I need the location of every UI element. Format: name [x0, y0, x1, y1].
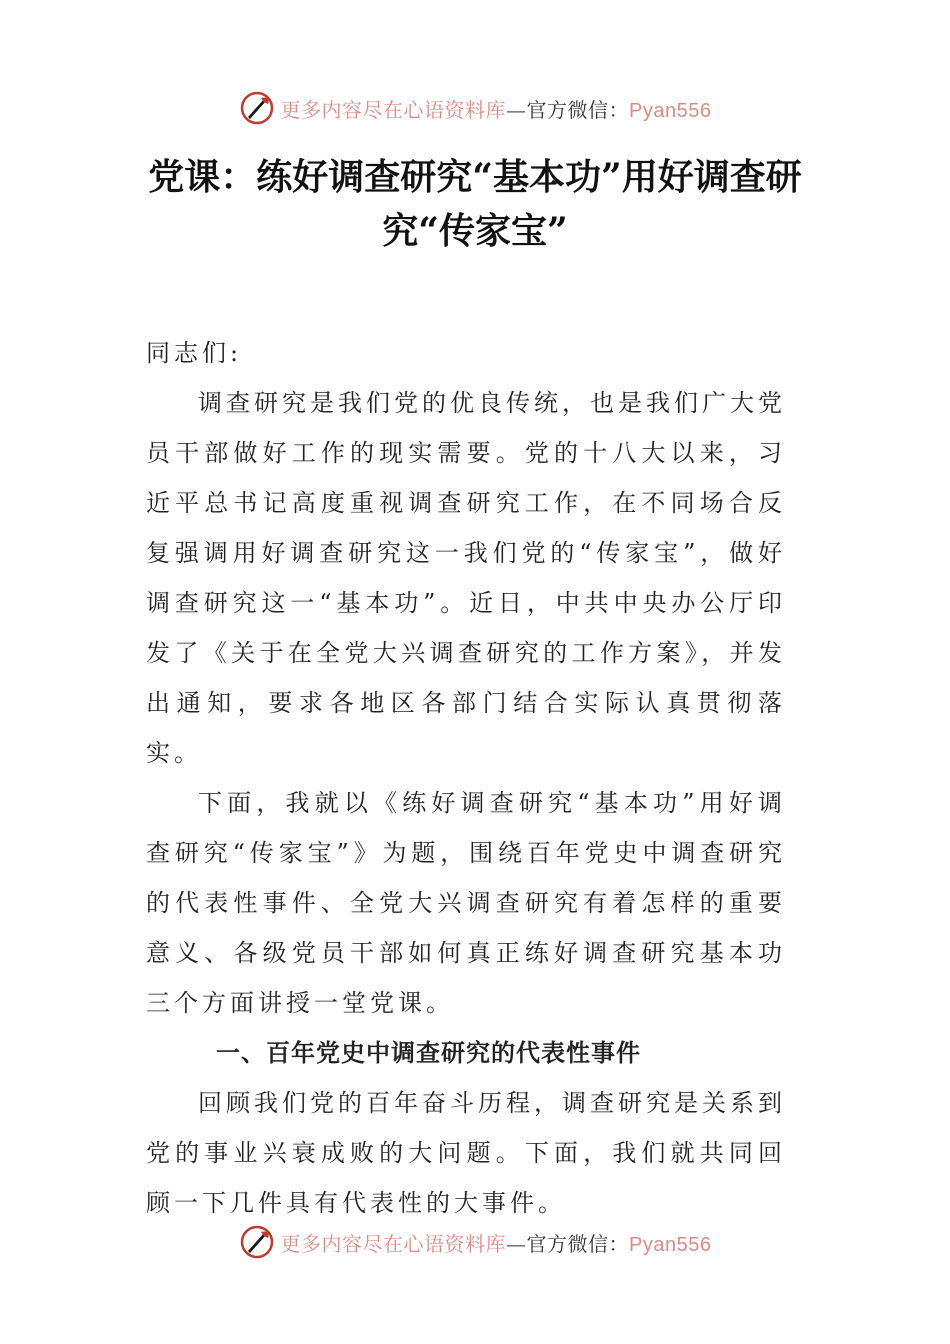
banner-brand: 更多内容尽在心语资料库: [280, 97, 507, 122]
section-heading: 一、百年党史中调查研究的代表性事件: [216, 1039, 641, 1067]
section-paragraph: 回顾我们党的百年奋斗历程，调查研究是关系到党的事业兴衰成败的大问题。下面，我们就共同回顾一下几件具有代表性的大事件。: [146, 1089, 786, 1217]
banner-wechat-label: 官方微信：: [526, 97, 630, 122]
header-watermark-banner: [0, 88, 950, 128]
document-title: 党课：练好调查研究“基本功”用好调查研究“传家宝”: [148, 156, 802, 252]
banner-text: [281, 1228, 712, 1257]
banner-brand: 更多内容尽在心语资料库: [280, 1231, 507, 1256]
quill-pen-circle-logo-icon: [239, 1224, 275, 1260]
paragraph-intro: 调查研究是我们党的优良传统，也是我们广大党员干部做好工作的现实需要。党的十八大以来，习近平总书记高度重视调查研究工作，在不同场合反复强调用好调查研究这一我们党的“传家宝”，做好调查研究这一“基本功”。近日，中共中央办公厅印发了《关于在全党大兴调查研究的工作方案》，并发出通知，要求各地区各部门结合实际认真贯彻落实。: [146, 389, 786, 767]
footer-watermark-banner: [0, 1222, 950, 1262]
banner-wechat-id: Pyan556: [629, 1233, 712, 1256]
banner-separator: —: [506, 97, 527, 122]
document-body: [146, 328, 786, 1228]
banner-wechat-id: Pyan556: [629, 99, 712, 122]
greeting: 同志们:: [146, 339, 243, 367]
quill-pen-circle-logo-icon: [239, 90, 275, 126]
banner-separator: —: [506, 1231, 527, 1256]
paragraph-outline: 下面，我就以《练好调查研究“基本功”用好调查研究“传家宝”》为题，围绕百年党史中调查研究的代表性事件、全党大兴调查研究有着怎样的重要意义、各级党员干部如何真正练好调查研究基本功三个方面讲授一堂党课。: [146, 789, 786, 1017]
banner-text: [281, 94, 712, 123]
banner-wechat-label: 官方微信：: [526, 1231, 630, 1256]
